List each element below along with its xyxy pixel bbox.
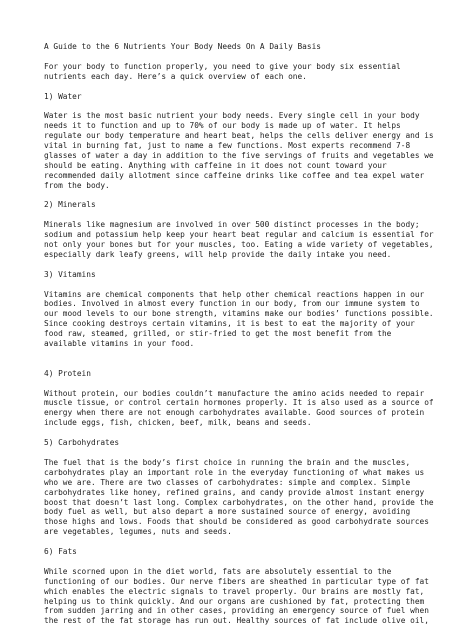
section-body-water: Water is the most basic nutrient your body needs. Every single cell in your body needs it to function and up to 70% of our body is made up of water. It helps regulate our body temperature and heart beat, helps the cells deliver energy and is vital in burning fat, just to name a few functions. Most experts recommend 7-8 glasses of water a day in addition to the five servings of fruits and vegetables we should be eating. Anything with caffeine in it does not count toward your recommended daily allotment since caffeine drinks like coffee and tea expel water from the body. xyxy=(44,111,434,190)
section-heading-carbohydrates: 5) Carbohydrates xyxy=(44,438,120,448)
intro-paragraph: For your body to function properly, you need to give your body six essential nutrients each day. Here’s a quick overview of each one. xyxy=(44,61,401,81)
section-heading-fats: 6) Fats xyxy=(44,547,77,557)
section-body-protein: Without protein, our bodies couldn’t manufacture the amino acids needed to repair muscle tissue, or control certain hormones properly. It is also used as a source of energy when there are not enough carbohydrates available. Good sources of protein include eggs, fish, chicken, beef, milk, beans and seeds. xyxy=(44,388,434,428)
section-heading-protein: 4) Protein xyxy=(44,368,91,378)
section-heading-vitamins: 3) Vitamins xyxy=(44,269,96,279)
document-body xyxy=(44,42,444,636)
section-body-carbohydrates: The fuel that is the body’s first choice in running the brain and the muscles, carbohydrates play an important role in the everyday functioning of what makes us who we are. There are two classes of carbohydrates: simple and complex. Simple carbohydrates like honey, refined grains, and candy provide almost instant energy boost that doesn’t last long. Complex carbohydrates, on the other hand, provide the body fuel as well, but also depart a more sustained source of energy, avoiding those highs and lows. Foods that should be considered as good carbohydrate sources are vegetables, legumes, nuts and seeds. xyxy=(44,457,434,537)
section-body-fats: While scorned upon in the diet world, fats are absolutely essential to the functioning of our bodies. Our nerve fibers are sheathed in particular type of fat which enables the electric signals to travel properly. Our brains are mostly fat, helping us to think quickly. And our organs are cushioned by fat, protecting them from sudden jarring and in other cases, providing an emergency source of fuel when the rest of the fat storage has run out. Healthy sources of fat include olive oil, xyxy=(44,566,429,626)
section-heading-water: 1) Water xyxy=(44,91,82,101)
section-body-minerals: Minerals like magnesium are involved in over 500 distinct processes in the body; sodium and potassium help keep your heart beat regular and calcium is essential for not only your bones but for your muscles, too. Eating a wide variety of vegetables, especially dark leafy greens, will help provide the daily intake you need. xyxy=(44,220,434,259)
section-body-vitamins: Vitamins are chemical components that help other chemical reactions happen in our bodies. Involved in almost every function in our body, from our immune system to our mood levels to our bone strength, vitamins make our bodies’ functions possible. Since cooking destroys certain vitamins, it is best to eat the majority of your food raw, steamed, grilled, or stir-fried to get the most benefit from the available vitamins in your food. xyxy=(44,289,434,349)
section-heading-minerals: 2) Minerals xyxy=(44,200,96,210)
document-title: A Guide to the 6 Nutrients Your Body Needs On A Daily Basis xyxy=(44,42,321,51)
